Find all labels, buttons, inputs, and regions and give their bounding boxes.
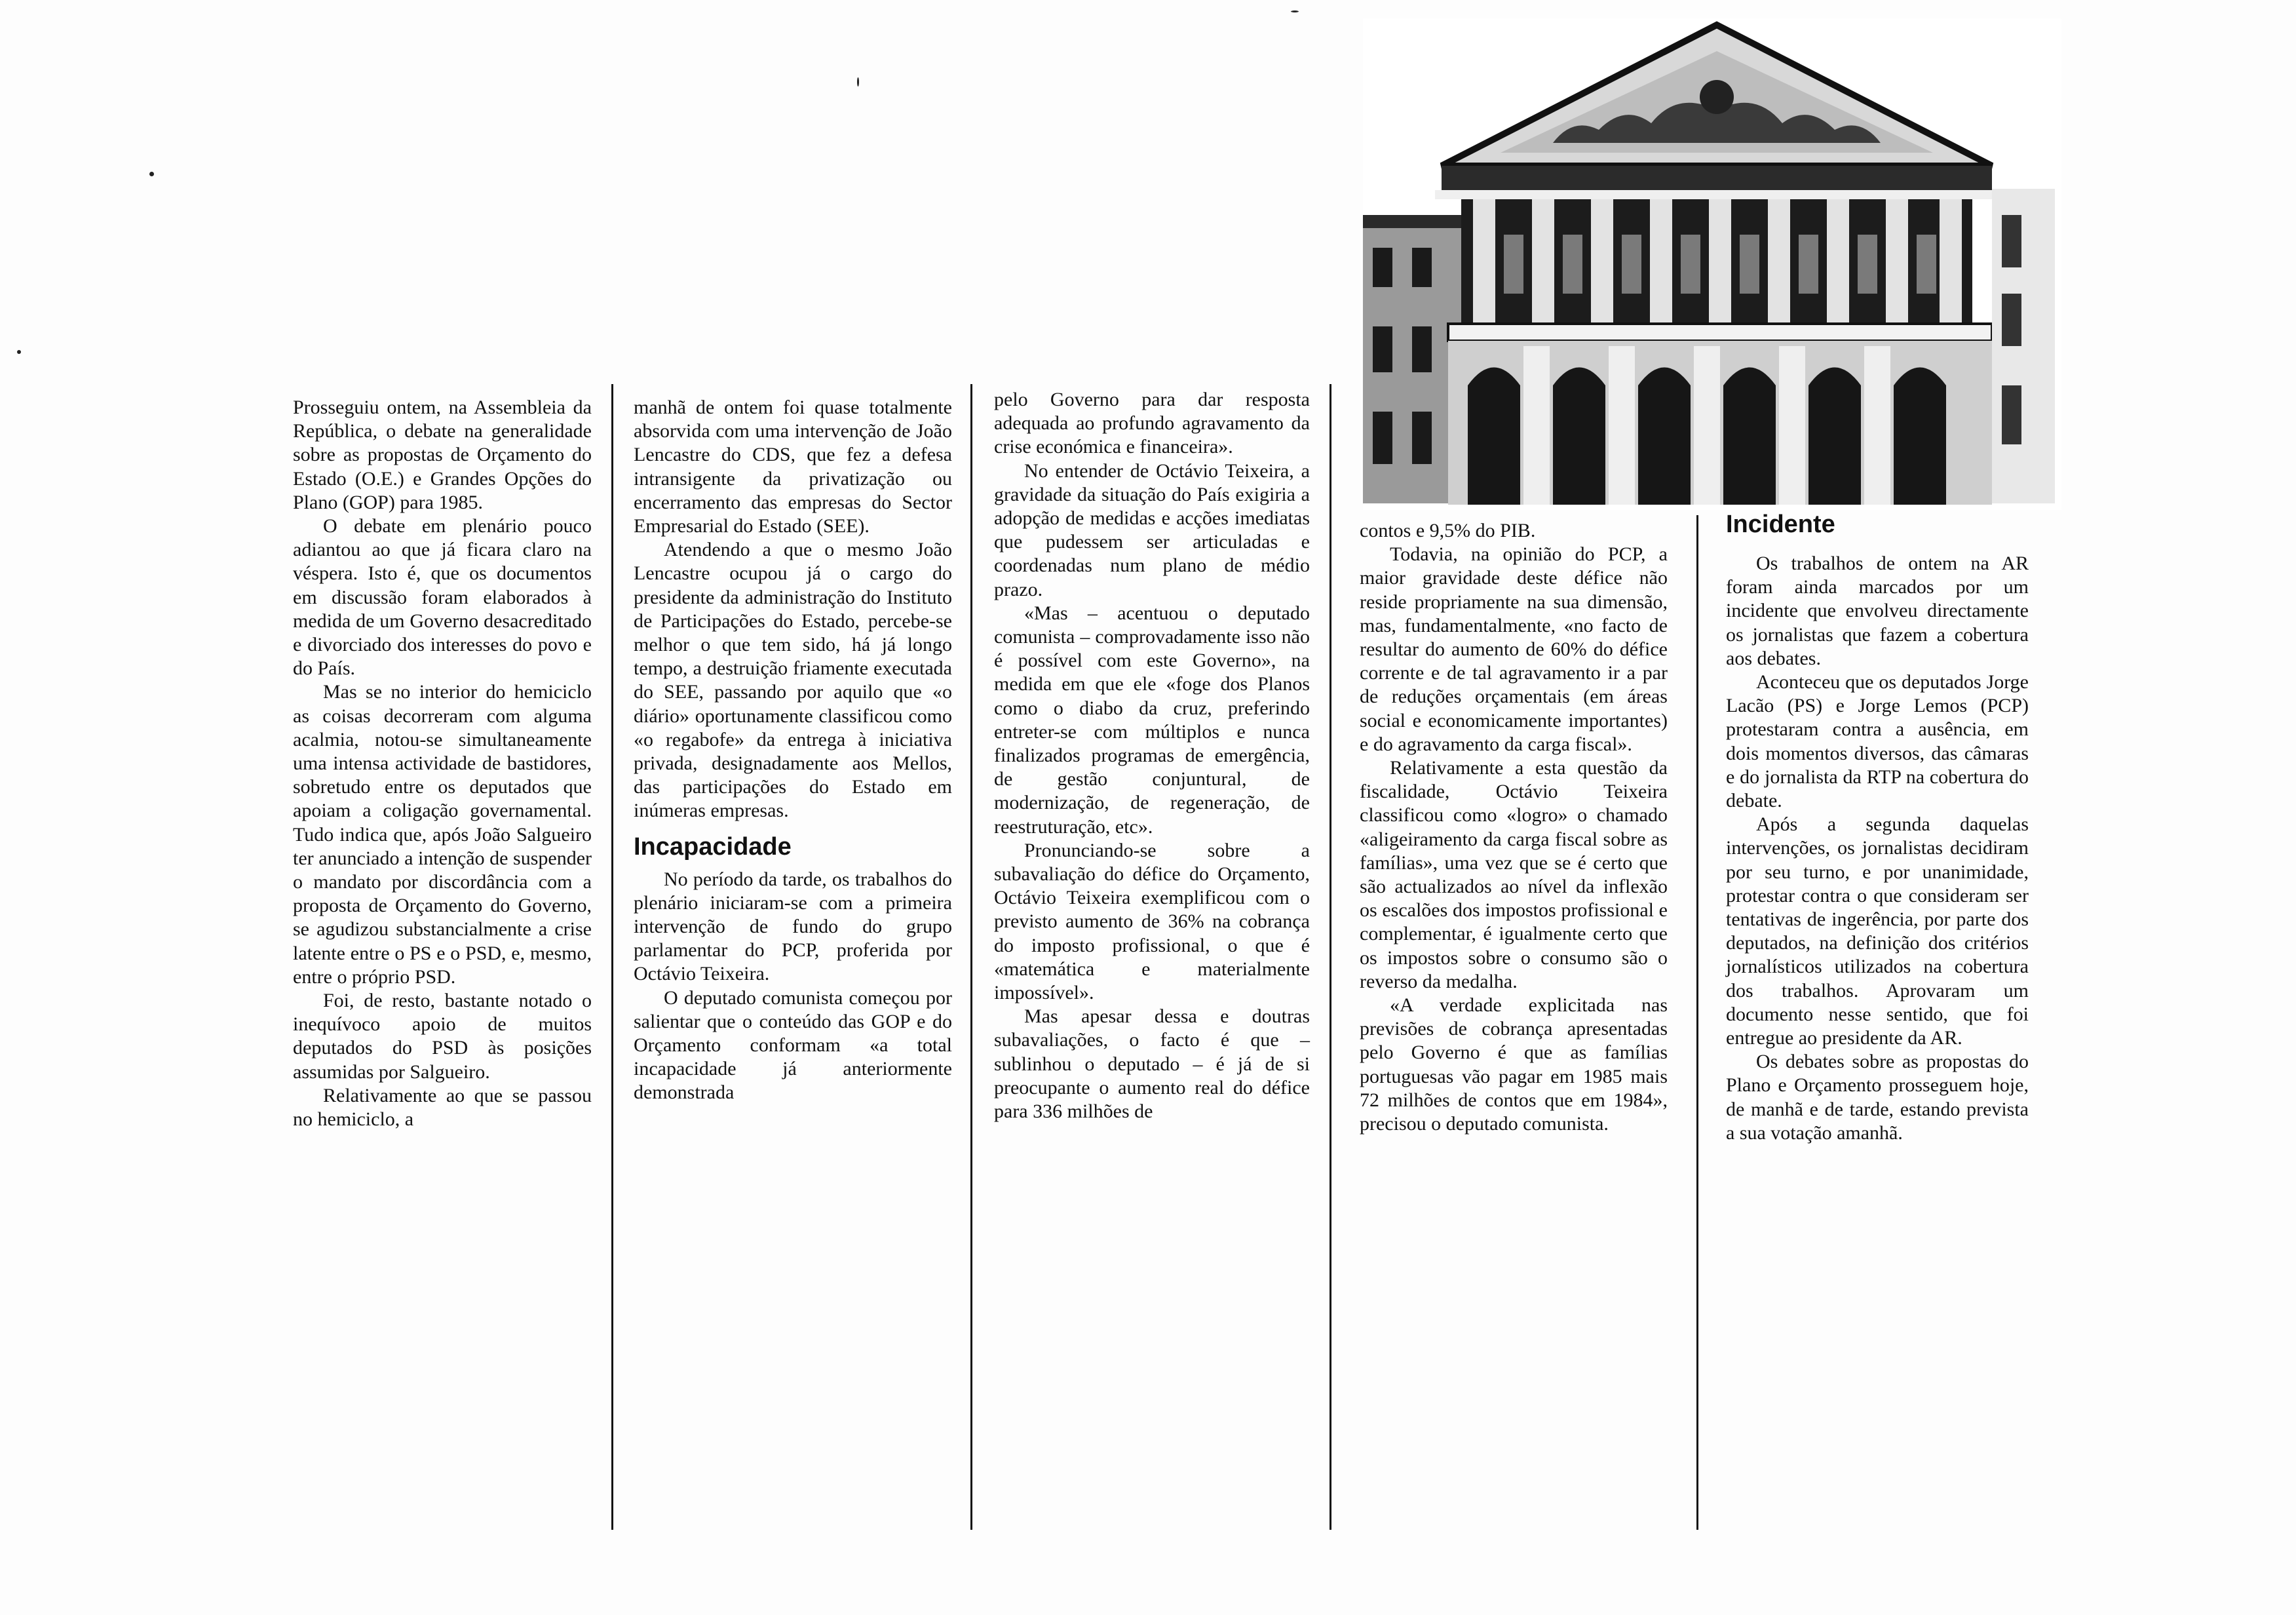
paragraph: Após a segunda daquelas intervenções, os jornalistas decidiram por seu turno, e por unanimidade, protestar contra o que consideram ser tentativas de ingerência, por parte dos deputados, na definição dos critérios jornalísticos utilizados na cobertura dos trabalhos. Aprovaram um documento nesse sentido, que foi entregue ao presidente da AR.: [1726, 813, 2029, 1049]
paragraph: «A verdade explicitada nas previsões de cobrança apresentadas pelo Governo é que as famílias portuguesas vão pagar em 1985 mais 72 milhões de contos que em 1984», precisou o deputado comunista.: [1360, 994, 1668, 1135]
paragraph: Relativamente a esta questão da fiscalidade, Octávio Teixeira classificou como «logro» o chamado «aligeiramento da carga fiscal sobre as famílias», uma vez que se é certo que são actualizados ao nível da inflexão os escalões dos impostos profissional e complementar, é igualmente certo que os impostos sobre o consumo são o reverso da medalha.: [1360, 757, 1668, 992]
paragraph: Os debates sobre as propostas do Plano e Orçamento prosseguem hoje, de manhã e de tarde, estando prevista a sua votação amanhã.: [1726, 1051, 2029, 1144]
paragraph: Todavia, na opinião do PCP, a maior gravidade deste défice não reside propriamente na sua dimensão, mas, fundamentalmente, «no facto de resultar do aumento de 60% do défice corrente e de tal agravamento ir a par de reduções orçamentais (em áreas social e economicamente importantes) e do agravamento da carga fiscal».: [1360, 543, 1668, 755]
scan-speck: [857, 77, 859, 87]
subheading-incidente: Incidente: [1726, 511, 1835, 538]
scan-speck: [149, 172, 154, 176]
column-rule: [1330, 384, 1331, 1530]
column-rule: [611, 384, 613, 1530]
paragraph: pelo Governo para dar resposta adequada ao profundo agravamento da crise económica e financeira».: [994, 389, 1310, 458]
paragraph: Prosseguiu ontem, na Assembleia da República, o debate na generalidade sobre as propostas de Orçamento do Estado (O.E.) e Grandes Opções do Plano (GOP) para 1985.: [293, 397, 592, 513]
article-column-4: [1360, 519, 1668, 1136]
paragraph: O debate em plenário pouco adiantou ao que já ficara claro na véspera. Isto é, que os documentos em discussão foram elaborados à medida de um Governo desacreditado e divorciado dos interesses do povo e do País.: [293, 515, 592, 680]
paragraph: No entender de Octávio Teixeira, a gravidade da situação do País exigiria a adopção de medidas e acções imediatas que pudessem ser articuladas e coordenadas num plano de médio prazo.: [994, 459, 1310, 600]
paragraph: Os trabalhos de ontem na AR foram ainda marcados por um incidente que envolveu directamente os jornalistas que fazem a cobertura aos debates.: [1726, 553, 2029, 669]
paragraph: manhã de ontem foi quase totalmente absorvida com uma intervenção de João Lencastre do CDS, que fez a defesa intransigente da privatização ou encerramento das empresas do Sector Empresarial do Estado (SEE).: [634, 397, 952, 537]
paragraph: No período da tarde, os trabalhos do plenário iniciaram-se com a primeira intervenção de fundo do grupo parlamentar do PCP, proferida por Octávio Teixeira.: [634, 868, 952, 985]
paragraph: O deputado comunista começou por salientar que o conteúdo das GOP e do Orçamento conformam «a total incapacidade já anteriormente demonstrada: [634, 986, 952, 1104]
article-column-3: [994, 388, 1310, 1123]
subheading-incapacidade: Incapacidade: [634, 832, 792, 861]
article-column-5: [1726, 506, 2029, 1145]
building-facade-photo: [1363, 18, 2061, 510]
article-column-2: [634, 396, 952, 1105]
column-rule: [1696, 515, 1698, 1530]
paragraph: Foi, de resto, bastante notado o inequívoco apoio de muitos deputados do PSD às posições assumidas por Salgueiro.: [293, 990, 592, 1083]
paragraph: Pronunciando-se sobre a subavaliação do défice do Orçamento, Octávio Teixeira exemplificou com o previsto aumento de 36% na cobrança do imposto profissional, o que é «matemática e materialmente impossível».: [994, 839, 1310, 1004]
paragraph: Aconteceu que os deputados Jorge Lacão (PS) e Jorge Lemos (PCP) protestaram contra a ausência, em dois momentos diversos, das câmaras e do jornalista da RTP na cobertura do debate.: [1726, 671, 2029, 812]
paragraph: contos e 9,5% do PIB.: [1360, 520, 1536, 541]
paragraph: Mas apesar dessa e doutras subavaliações, o facto é que – sublinhou o deputado – é já de si preocupante o aumento real do défice para 336 milhões de: [994, 1005, 1310, 1123]
paragraph: Relativamente ao que se passou no hemiciclo, a: [293, 1084, 592, 1131]
scan-speck: [17, 350, 21, 354]
scan-speck: [1291, 10, 1299, 12]
paragraph: «Mas – acentuou o deputado comunista – comprovadamente isso não é possível com este Governo», na medida em que ele «foge dos Planos como o diabo da cruz, preferindo entreter-se com múltiplos e nunca finalizados programas de emergência, de gestão conjuntural, de modernização, de regeneração, de reestruturação, etc».: [994, 602, 1310, 838]
paragraph: Mas se no interior do hemiciclo as coisas decorreram com alguma acalmia, notou-se simultaneamente uma intensa actividade de bastidores, sobretudo entre os deputados que apoiam a coligação governamental. Tudo indica que, após João Salgueiro ter anunciado a intenção de suspender o mandato por discordância com a proposta de Orçamento do Governo, se agudizou substancialmente a crise latente entre o PS e o PSD, e, mesmo, entre o próprio PSD.: [293, 681, 592, 988]
column-rule: [970, 384, 972, 1530]
article-column-1: [293, 396, 592, 1131]
paragraph: Atendendo a que o mesmo João Lencastre ocupou já o cargo do presidente da administração do Instituto de Participações do Estado, percebe-se melhor o que tem sido, há já longo tempo, a destruição friamente executada do SEE, passando por aquilo que «o diário» oportunamente classificou como «o regabofe» da entrega à iniciativa privada, designadamente aos Mellos, das participações do Estado em inúmeras empresas.: [634, 539, 952, 822]
